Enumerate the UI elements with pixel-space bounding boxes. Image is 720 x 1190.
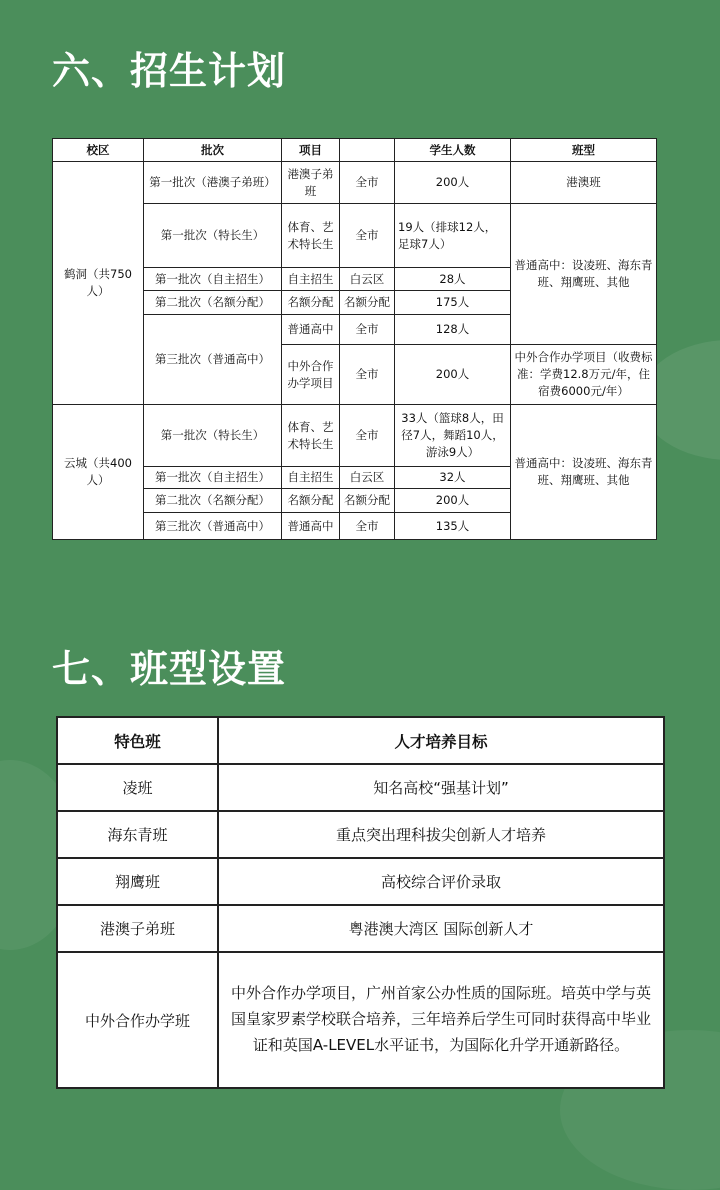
project-cell: 名额分配 — [282, 291, 340, 315]
section-title-enrollment-plan: 六、招生计划 — [52, 49, 287, 93]
project-cell: 港澳子弟班 — [282, 162, 340, 204]
area-cell: 全市 — [340, 513, 395, 540]
count-cell: 175人 — [395, 291, 511, 315]
table-row — [53, 405, 657, 467]
header-feature-class: 特色班 — [57, 717, 218, 764]
table-header-row — [53, 139, 657, 162]
batch-cell: 第二批次（名额分配） — [144, 291, 282, 315]
header-student-count: 学生人数 — [395, 139, 511, 162]
batch-cell: 第一批次（自主招生） — [144, 467, 282, 489]
table-row — [53, 162, 657, 204]
table-row — [57, 858, 664, 905]
header-project: 项目 — [282, 139, 340, 162]
project-cell: 中外合作办学项目 — [282, 345, 340, 405]
table-row — [57, 905, 664, 952]
area-cell: 全市 — [340, 162, 395, 204]
project-cell: 体育、艺术特长生 — [282, 405, 340, 467]
campus-cell: 云城（共400人） — [53, 405, 144, 540]
class-goal-cell: 重点突出理科拔尖创新人才培养 — [218, 811, 664, 858]
batch-cell: 第一批次（特长生） — [144, 204, 282, 268]
area-cell: 白云区 — [340, 467, 395, 489]
class-name-cell: 凌班 — [57, 764, 218, 811]
area-cell: 白云区 — [340, 268, 395, 291]
enrollment-plan-table — [52, 138, 657, 540]
count-cell: 128人 — [395, 315, 511, 345]
batch-cell: 第三批次（普通高中） — [144, 513, 282, 540]
table-row — [57, 764, 664, 811]
count-cell: 200人 — [395, 489, 511, 513]
project-cell: 普通高中 — [282, 315, 340, 345]
class-cell: 中外合作办学项目（收费标准：学费12.8万元/年，住宿费6000元/年） — [511, 345, 657, 405]
class-cell: 普通高中：设凌班、海东青班、翔鹰班、其他 — [511, 204, 657, 345]
class-goal-cell: 粤港澳大湾区 国际创新人才 — [218, 905, 664, 952]
area-cell: 全市 — [340, 345, 395, 405]
class-cell: 普通高中：设凌班、海东青班、翔鹰班、其他 — [511, 405, 657, 540]
campus-cell: 鹤洞（共750人） — [53, 162, 144, 405]
batch-cell: 第一批次（自主招生） — [144, 268, 282, 291]
class-name-cell: 中外合作办学班 — [57, 952, 218, 1088]
batch-cell: 第三批次（普通高中） — [144, 315, 282, 405]
count-cell: 135人 — [395, 513, 511, 540]
class-name-cell: 港澳子弟班 — [57, 905, 218, 952]
project-cell: 名额分配 — [282, 489, 340, 513]
section-title-class-types: 七、班型设置 — [52, 647, 287, 691]
area-cell: 全市 — [340, 405, 395, 467]
table-row — [57, 952, 664, 1088]
project-cell: 自主招生 — [282, 467, 340, 489]
project-cell: 普通高中 — [282, 513, 340, 540]
table-header-row — [57, 717, 664, 764]
class-goal-cell: 知名高校“强基计划” — [218, 764, 664, 811]
batch-cell: 第一批次（特长生） — [144, 405, 282, 467]
header-batch: 批次 — [144, 139, 282, 162]
count-cell: 28人 — [395, 268, 511, 291]
class-name-cell: 海东青班 — [57, 811, 218, 858]
class-name-cell: 翔鹰班 — [57, 858, 218, 905]
header-training-goal: 人才培养目标 — [218, 717, 664, 764]
header-class-type: 班型 — [511, 139, 657, 162]
count-cell: 200人 — [395, 162, 511, 204]
class-goal-cell: 中外合作办学项目，广州首家公办性质的国际班。培英中学与英国皇家罗素学校联合培养，三年培养后学生可同时获得高中毕业证和英国A-LEVEL水平证书，为国际化升学开通新路径。 — [218, 952, 664, 1088]
header-campus: 校区 — [53, 139, 144, 162]
class-cell: 港澳班 — [511, 162, 657, 204]
batch-cell: 第二批次（名额分配） — [144, 489, 282, 513]
count-cell: 32人 — [395, 467, 511, 489]
area-cell: 全市 — [340, 204, 395, 268]
header-area — [340, 139, 395, 162]
table-row — [53, 204, 657, 268]
class-goal-cell: 高校综合评价录取 — [218, 858, 664, 905]
count-cell: 33人（篮球8人，田径7人，舞蹈10人，游泳9人） — [395, 405, 511, 467]
batch-cell: 第一批次（港澳子弟班） — [144, 162, 282, 204]
count-cell: 200人 — [395, 345, 511, 405]
project-cell: 自主招生 — [282, 268, 340, 291]
project-cell: 体育、艺术特长生 — [282, 204, 340, 268]
area-cell: 全市 — [340, 315, 395, 345]
table-row — [57, 811, 664, 858]
area-cell: 名额分配 — [340, 291, 395, 315]
count-cell: 19人（排球12人，足球7人） — [395, 204, 511, 268]
class-type-table — [56, 716, 665, 1089]
area-cell: 名额分配 — [340, 489, 395, 513]
